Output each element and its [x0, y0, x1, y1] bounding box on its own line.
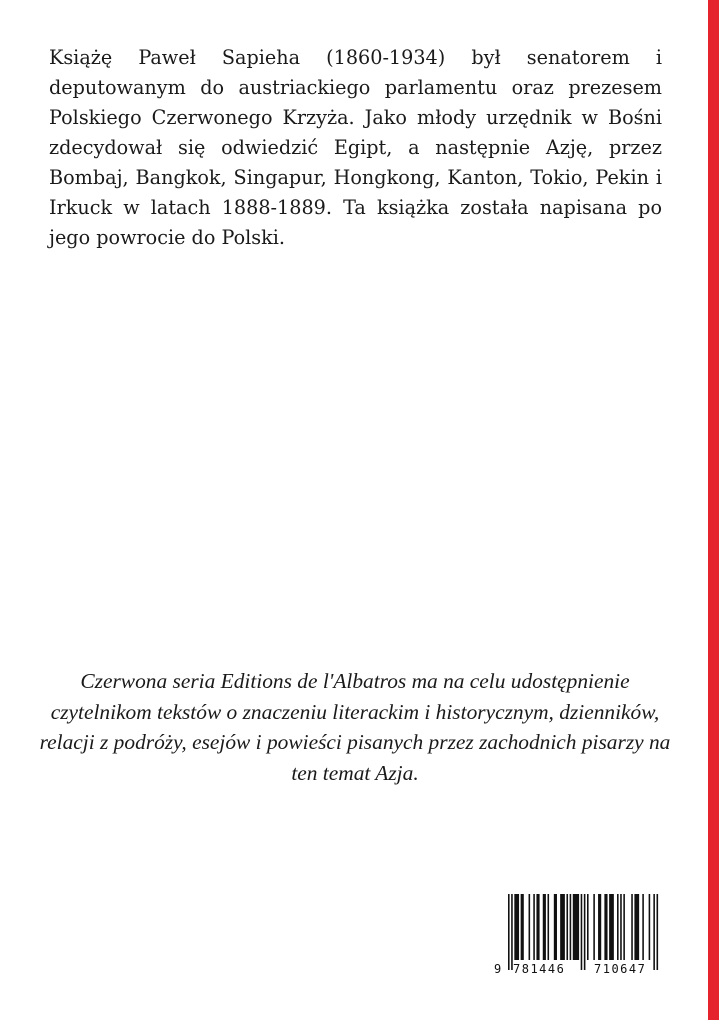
barcode-bar	[560, 894, 565, 960]
barcode-bar	[529, 894, 531, 960]
barcode-bar	[570, 894, 572, 960]
barcode-bar	[508, 894, 510, 970]
barcode-bar	[631, 894, 633, 960]
barcode-bar	[584, 894, 586, 970]
isbn-barcode	[493, 888, 672, 987]
barcode-bar	[566, 894, 568, 960]
barcode-left-group: 781446	[513, 962, 566, 976]
barcode-bar	[543, 894, 546, 960]
barcode-bar	[609, 894, 614, 960]
barcode-bar	[617, 894, 619, 960]
barcode-bar	[521, 894, 524, 960]
series-description: Czerwona seria Editions de l'Albatros ma na celu udostępnienie czytelnikom tekstów o znaczeniu literackim i historycznym, dzienników, relacji z podróży, esejów i powieści pisanych przez zachodnich pisarzy na ten temat Azja.	[39, 669, 671, 785]
barcode-bar	[573, 894, 579, 960]
barcode-bar	[649, 894, 651, 960]
barcode-bar	[587, 894, 589, 960]
barcode-bar	[548, 894, 550, 960]
barcode-bar	[604, 894, 607, 960]
barcode-bar	[581, 894, 583, 970]
barcode-bar	[620, 894, 622, 960]
author-blurb: Książę Paweł Sapieha (1860-1934) był senatorem i deputowanym do austriackiego parlamentu oraz prezesem Polskiego Czerwonego Krzyża. Jako młody urzędnik w Bośni zdecydował się odwiedzić Egipt, a następnie Azję, przez Bombaj, Bangkok, Singapur, Hongkong, Kanton, Tokio, Pekin i Irkuck w latach 1888-1889. Ta książka została napisana po jego powrocie do Polski.	[49, 46, 662, 249]
barcode-bar	[642, 894, 644, 960]
red-edge-stripe	[708, 0, 719, 1020]
barcode-bar	[634, 894, 639, 960]
barcode-bar	[598, 894, 601, 960]
barcode-bar	[653, 894, 655, 970]
barcode-bar	[623, 894, 625, 960]
barcode-bar	[514, 894, 519, 960]
barcode-bar	[657, 894, 659, 970]
barcode-bar	[593, 894, 595, 960]
barcode-bar	[536, 894, 539, 960]
barcode-bar	[533, 894, 535, 960]
barcode-first-digit: 9	[494, 962, 502, 976]
barcode-bar	[511, 894, 513, 970]
barcode-digits	[493, 962, 672, 982]
barcode-bar	[554, 894, 557, 960]
barcode-right-group: 710647	[594, 962, 647, 976]
